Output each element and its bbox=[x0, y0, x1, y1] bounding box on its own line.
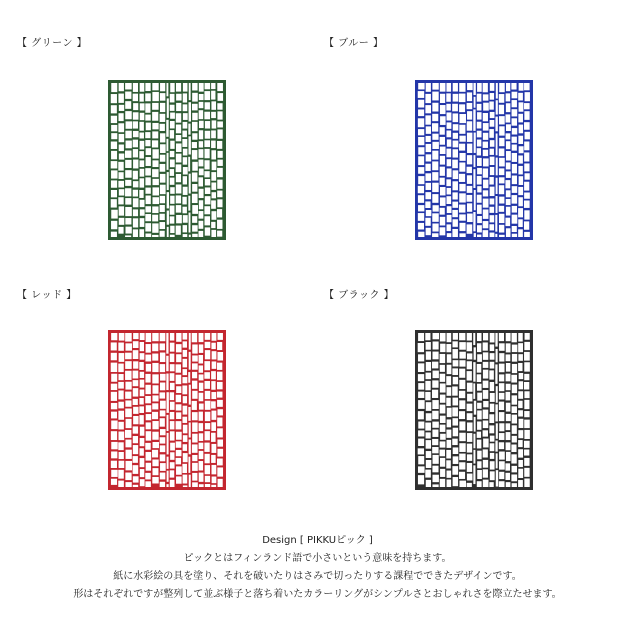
product-image-black bbox=[415, 330, 533, 490]
product-image-blue bbox=[415, 80, 533, 240]
variant-label-black: 【 ブラック 】 bbox=[324, 290, 395, 301]
description-line-2: 紙に水彩絵の具を塗り、それを破いたりはさみで切ったりする課程でできたデザインです。 bbox=[113, 571, 522, 582]
variant-label-green: 【 グリーン 】 bbox=[17, 38, 88, 49]
product-image-green bbox=[108, 80, 226, 240]
product-description bbox=[0, 532, 635, 604]
product-image-red bbox=[108, 330, 226, 490]
grid-artwork bbox=[415, 80, 533, 240]
design-title: Design [ PIKKUピック ] bbox=[262, 535, 373, 546]
grid-artwork bbox=[415, 330, 533, 490]
variant-label-blue: 【 ブルー 】 bbox=[324, 38, 384, 49]
grid-artwork bbox=[108, 330, 226, 490]
description-line-3: 形はそれぞれですが整列して並ぶ様子と落ち着いたカラーリングがシンプルさとおしゃれさを際立たせます。 bbox=[73, 589, 562, 600]
grid-artwork bbox=[108, 80, 226, 240]
variant-label-red: 【 レッド 】 bbox=[17, 290, 77, 301]
description-line-1: ピックとはフィンランド語で小さいという意味を持ちます。 bbox=[183, 553, 452, 564]
